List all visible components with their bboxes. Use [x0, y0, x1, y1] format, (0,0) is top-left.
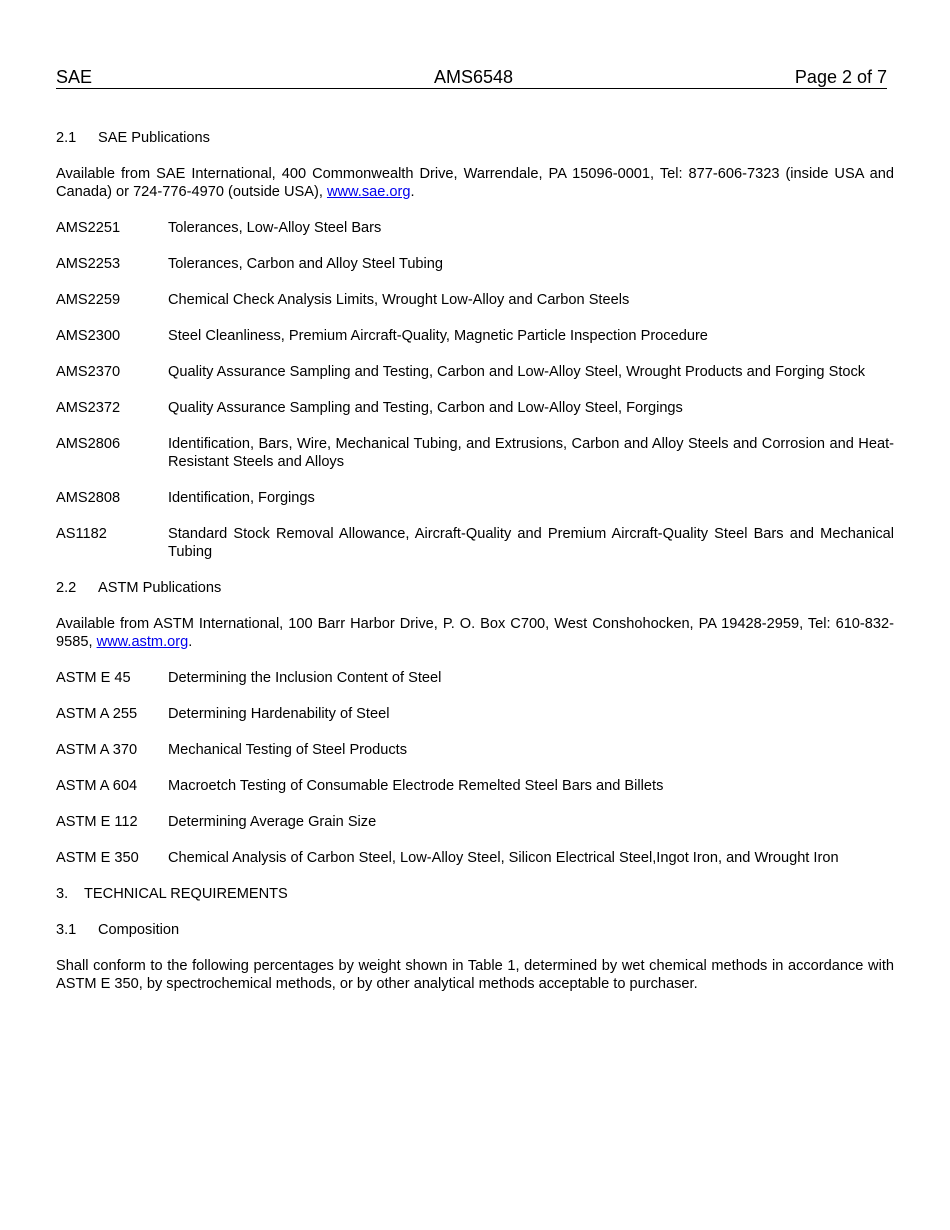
reference-code: ASTM A 370 — [56, 742, 138, 758]
reference-title: Mechanical Testing of Steel Products — [168, 742, 408, 758]
astm-availability-paragraph — [56, 615, 894, 651]
reference-row — [56, 435, 894, 471]
reference-code: AS1182 — [56, 526, 107, 542]
sae-period: . — [410, 184, 415, 200]
sae-availability-paragraph — [56, 165, 894, 201]
reference-code: ASTM E 350 — [56, 850, 139, 866]
reference-title: Identification, Forgings — [168, 490, 315, 506]
reference-title: Determining Average Grain Size — [168, 814, 377, 830]
reference-code: ASTM E 112 — [56, 814, 138, 830]
reference-code: ASTM A 604 — [56, 778, 138, 794]
reference-row — [56, 705, 894, 723]
page-header — [56, 66, 887, 89]
reference-row — [56, 255, 894, 273]
header-page-number: Page 2 of 7 — [794, 67, 887, 87]
section-number: 3. — [56, 886, 69, 902]
document-body — [56, 129, 894, 1011]
reference-title: Macroetch Testing of Consumable Electrode Remelted Steel Bars and Billets — [168, 778, 664, 794]
reference-code: AMS2300 — [56, 328, 121, 344]
reference-row — [56, 777, 894, 795]
reference-row — [56, 813, 894, 831]
astm-reference-list — [56, 669, 894, 867]
header-doc-number: AMS6548 — [434, 67, 514, 87]
astm-website-link[interactable]: www.astm.org — [96, 634, 189, 650]
reference-title: Steel Cleanliness, Premium Aircraft-Quality, Magnetic Particle Inspection Procedure — [168, 328, 708, 344]
section-title: Composition — [98, 922, 180, 938]
section-2-1-heading — [56, 129, 894, 147]
sae-website-link[interactable]: www.sae.org — [326, 184, 411, 200]
section-2-2-heading — [56, 579, 894, 597]
reference-title: Determining the Inclusion Content of Steel — [168, 670, 442, 686]
reference-row — [56, 327, 894, 345]
reference-code: AMS2370 — [56, 364, 121, 380]
reference-row — [56, 525, 894, 561]
reference-code: AMS2372 — [56, 400, 121, 416]
reference-code: ASTM A 255 — [56, 706, 138, 722]
reference-title: Standard Stock Removal Allowance, Aircraft-Quality and Premium Aircraft-Quality Steel Bars and Mechanical Tubing — [168, 526, 894, 560]
reference-row — [56, 489, 894, 507]
section-3-1-heading — [56, 921, 894, 939]
section-title: SAE Publications — [98, 130, 210, 146]
reference-row — [56, 849, 894, 867]
section-number: 3.1 — [56, 922, 77, 938]
reference-code: AMS2808 — [56, 490, 121, 506]
reference-row — [56, 363, 894, 381]
composition-paragraph: Shall conform to the following percentages by weight shown in Table 1, determined by wet chemical methods in accordance with ASTM E 350, by spectrochemical methods, or by other analytical methods acceptable to purchaser. — [56, 958, 894, 992]
reference-row — [56, 741, 894, 759]
section-title: ASTM Publications — [98, 580, 222, 596]
reference-title: Quality Assurance Sampling and Testing, Carbon and Low-Alloy Steel, Wrought Products and Forging Stock — [168, 364, 866, 380]
reference-row — [56, 219, 894, 237]
sae-reference-list — [56, 219, 894, 561]
reference-title: Quality Assurance Sampling and Testing, Carbon and Low-Alloy Steel, Forgings — [168, 400, 683, 416]
reference-row — [56, 669, 894, 687]
reference-code: AMS2253 — [56, 256, 121, 272]
astm-period: . — [188, 634, 193, 650]
reference-title: Determining Hardenability of Steel — [168, 706, 390, 722]
reference-row — [56, 399, 894, 417]
reference-code: ASTM E 45 — [56, 670, 131, 686]
sae-availability-text: Available from SAE International, 400 Commonwealth Drive, Warrendale, PA 15096-0001, Tel: 877-606-7323 (inside USA and Canada) or 724-776-4970 (outside USA), — [56, 166, 894, 200]
section-number: 2.2 — [56, 580, 77, 596]
section-number: 2.1 — [56, 130, 77, 146]
reference-title: Chemical Check Analysis Limits, Wrought Low-Alloy and Carbon Steels — [168, 292, 630, 308]
reference-title: Tolerances, Low-Alloy Steel Bars — [168, 220, 382, 236]
reference-title: Chemical Analysis of Carbon Steel, Low-Alloy Steel, Silicon Electrical Steel,Ingot Iron, and Wrought Iron — [168, 850, 839, 866]
reference-code: AMS2251 — [56, 220, 121, 236]
reference-title: Tolerances, Carbon and Alloy Steel Tubing — [168, 256, 444, 272]
reference-title: Identification, Bars, Wire, Mechanical Tubing, and Extrusions, Carbon and Alloy Steels and Corrosion and Heat-Resistant Steels and Alloys — [168, 436, 894, 470]
section-title: TECHNICAL REQUIREMENTS — [84, 886, 288, 902]
section-3-heading — [56, 885, 894, 903]
reference-code: AMS2806 — [56, 436, 121, 452]
reference-row — [56, 291, 894, 309]
header-org: SAE — [56, 67, 93, 87]
astm-availability-text: Available from ASTM International, 100 Barr Harbor Drive, P. O. Box C700, West Conshohocken, PA 19428-2959, Tel: 610-832-9585, — [56, 616, 894, 650]
reference-code: AMS2259 — [56, 292, 121, 308]
